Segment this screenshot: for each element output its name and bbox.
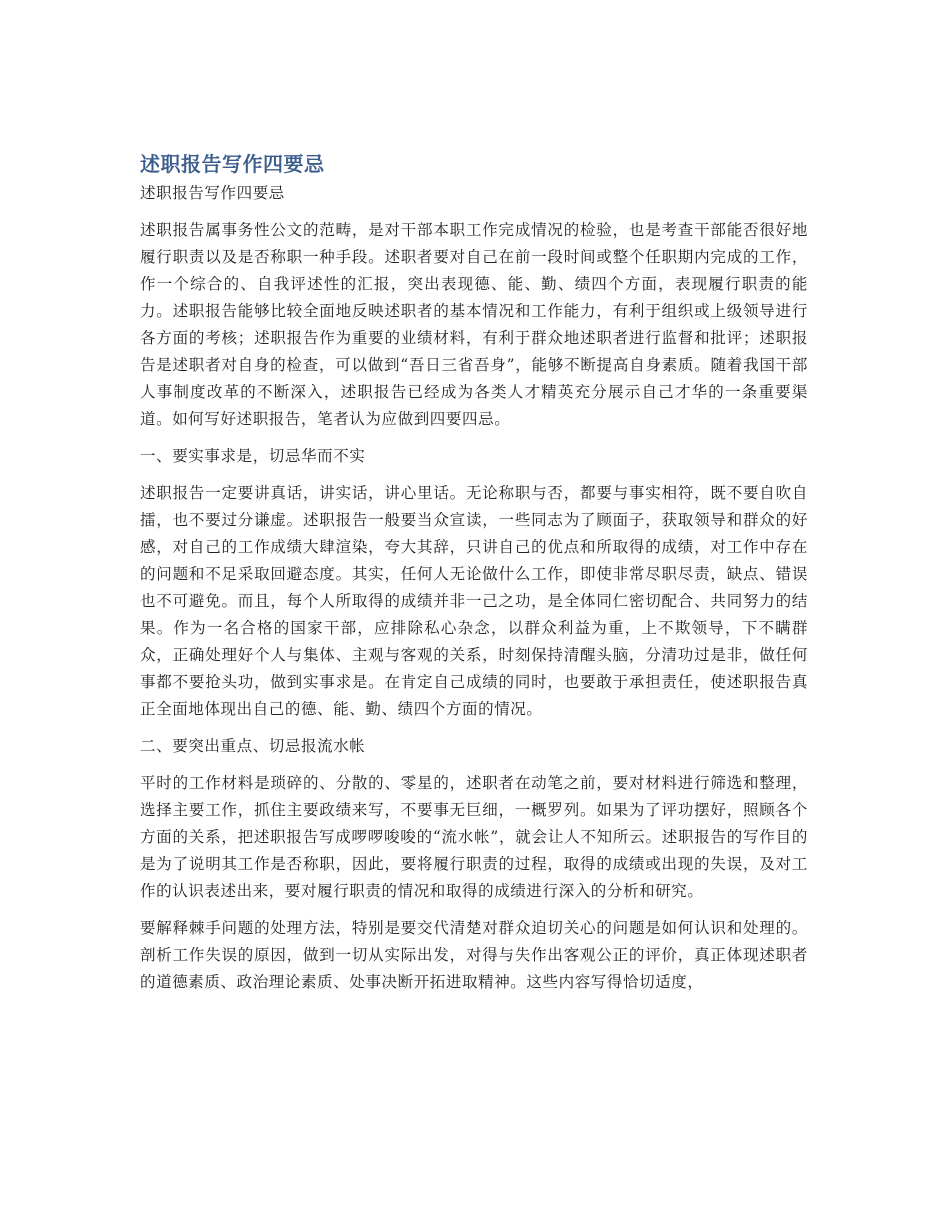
section-1-paragraph: 述职报告一定要讲真话，讲实话，讲心里话。无论称职与否，都要与事实相符，既不要自吹自擂，也不要过分谦虚。述职报告一般要当众宣读，一些同志为了顾面子，获取领导和群众的好感，对自己的工作成绩大肆渲染，夸大其辞，只讲自己的优点和所取得的成绩，对工作中存在的问题和不足采取回避态度。其实，任何人无论做什么工作，即使非常尽职尽责，缺点、错误也不可避免。而且，每个人所取得的成绩并非一己之功，是全体同仁密切配合、共同努力的结果。作为一名合格的国家干部，应排除私心杂念，以群众利益为重，上不欺领导，下不瞒群众，正确处理好个人与集体、主观与客观的关系，时刻保持清醒头脑，分清功过是非，做任何事都不要抢头功，做到实事求是。在肯定自己成绩的同时，也要敢于承担责任，使述职报告真正全面地体现出自己的德、能、勤、绩四个方面的情况。	[140, 484, 808, 718]
document-title: 述职报告写作四要忌	[140, 152, 325, 176]
section-1-heading: 一、要实事求是，切忌华而不实	[140, 447, 366, 465]
section-2-heading: 二、要突出重点、切忌报流水帐	[140, 737, 366, 755]
section-2-paragraph-1: 平时的工作材料是琐碎的、分散的、零星的，述职者在动笔之前，要对材料进行筛选和整理，选择主要工作，抓住主要政绩来写，不要事无巨细，一概罗列。如果为了评功摆好，照顾各个方面的关系，把述职报告写成啰啰唆唆的“流水帐”，就会让人不知所云。述职报告的写作目的是为了说明其工作是否称职，因此，要将履行职责的过程，取得的成绩或出现的失误，及对工作的认识表述出来，要对履行职责的情况和取得的成绩进行深入的分析和研究。	[140, 774, 808, 900]
section-2-paragraph-2: 要解释棘手问题的处理方法，特别是要交代清楚对群众迫切关心的问题是如何认识和处理的。剖析工作失误的原因，做到一切从实际出发，对得与失作出客观公正的评价，真正体现述职者的道德素质、政治理论素质、处事决断开拓进取精神。这些内容写得恰切适度，	[140, 919, 808, 991]
document-subtitle: 述职报告写作四要忌	[140, 184, 285, 202]
intro-paragraph: 述职报告属事务性公文的范畴，是对干部本职工作完成情况的检验，也是考查干部能否很好地履行职责以及是否称职一种手段。述职者要对自己在前一段时间或整个任职期内完成的工作，作一个综合的、自我评述性的汇报，突出表现德、能、勤、绩四个方面，表现履行职责的能力。述职报告能够比较全面地反映述职者的基本情况和工作能力，有利于组织或上级领导进行各方面的考核；述职报告作为重要的业绩材料，有利于群众地述职者进行监督和批评；述职报告是述职者对自身的检查，可以做到“吾日三省吾身”，能够不断提高自身素质。随着我国干部人事制度改革的不断深入，述职报告已经成为各类人才精英充分展示自己才华的一条重要渠道。如何写好述职报告，笔者认为应做到四要四忌。	[140, 221, 808, 428]
document-body	[140, 148, 808, 1006]
